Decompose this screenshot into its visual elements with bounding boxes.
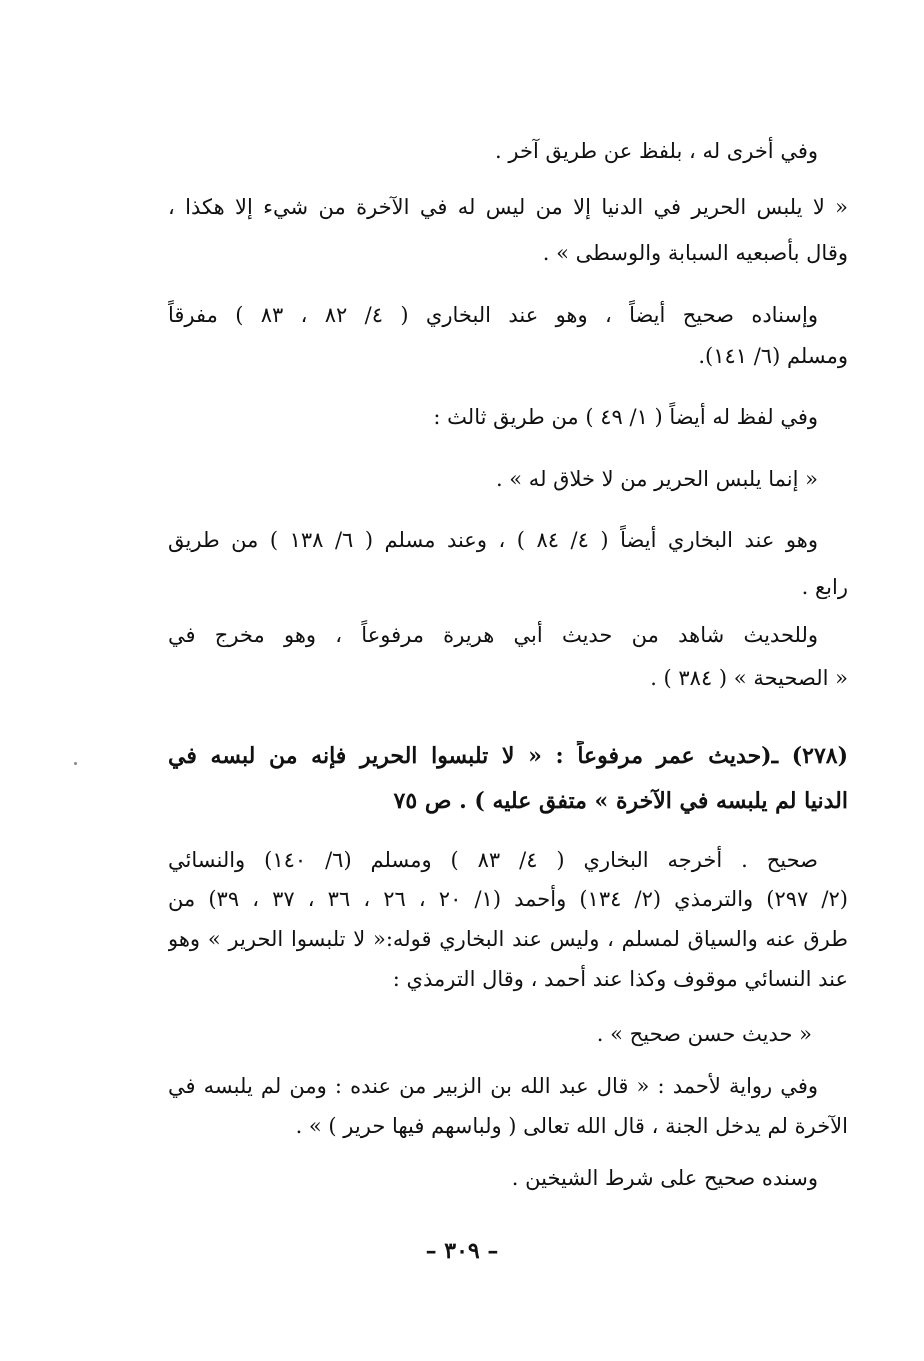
text-line-10: وللحديث شاهد من حديث أبي هريرة مرفوعاً ، وهو مخرج في (168, 623, 818, 647)
text-line-18: « حديث حسن صحيح » . (596, 1022, 812, 1046)
text-line-4: وإسناده صحيح أيضاً ، وهو عند البخاري ( ٤/ ٨٢ ، ٨٣ ) مفرقاً (168, 303, 818, 327)
page-number: – ٣٠٩ – (425, 1238, 499, 1264)
text-line-17: عند النسائي موقوف وكذا عند أحمد ، وقال الترمذي : (392, 967, 848, 991)
text-line-1: وفي أخرى له ، بلفظ عن طريق آخر . (495, 139, 818, 163)
text-line-7: « إنما يلبس الحرير من لا خلاق له » . (495, 467, 818, 491)
text-line-15: (٢/ ٢٩٧) والترمذي (٢/ ١٣٤) وأحمد (١/ ٢٠ ، ٢٦ ، ٣٦ ، ٣٧ ، ٣٩) من (168, 887, 848, 911)
text-line-5: ومسلم (٦/ ١٤١). (698, 344, 848, 368)
text-line-20: الآخرة لم يدخل الجنة ، قال الله تعالى ( ولباسهم فيها حرير ) » . (295, 1114, 848, 1138)
text-line-9: رابع . (801, 575, 848, 599)
hadith-heading-line-1: (٢٧٨) ـ(حديث عمر مرفوعاً : « لا تلبسوا الحرير فإنه من لبسه في (168, 743, 848, 769)
text-line-19: وفي رواية لأحمد : « قال عبد الله بن الزبير من عنده : ومن لم يلبسه في (168, 1074, 818, 1098)
text-line-2: « لا يلبس الحرير في الدنيا إلا من ليس له في الآخرة من شيء إلا هكذا ، (168, 195, 848, 219)
text-line-21: وسنده صحيح على شرط الشيخين . (511, 1166, 818, 1190)
text-line-8: وهو عند البخاري أيضاً ( ٤/ ٨٤ ) ، وعند مسلم ( ٦/ ١٣٨ ) من طريق (168, 528, 818, 552)
text-line-11: « الصحيحة » ( ٣٨٤ ) . (650, 666, 848, 690)
margin-mark (74, 762, 77, 765)
text-line-14: صحيح . أخرجه البخاري ( ٤/ ٨٣ ) ومسلم (٦/ ١٤٠) والنسائي (168, 848, 818, 872)
hadith-heading-line-2: الدنيا لم يلبسه في الآخرة » متفق عليه ) . ص ٧٥ (393, 788, 848, 814)
text-line-3: وقال بأصبعيه السبابة والوسطى » . (542, 241, 848, 265)
text-line-16: طرق عنه والسياق لمسلم ، وليس عند البخاري قوله:« لا تلبسوا الحرير » وهو (168, 927, 848, 951)
text-line-6: وفي لفظ له أيضاً ( ١/ ٤٩ ) من طريق ثالث : (433, 405, 818, 429)
